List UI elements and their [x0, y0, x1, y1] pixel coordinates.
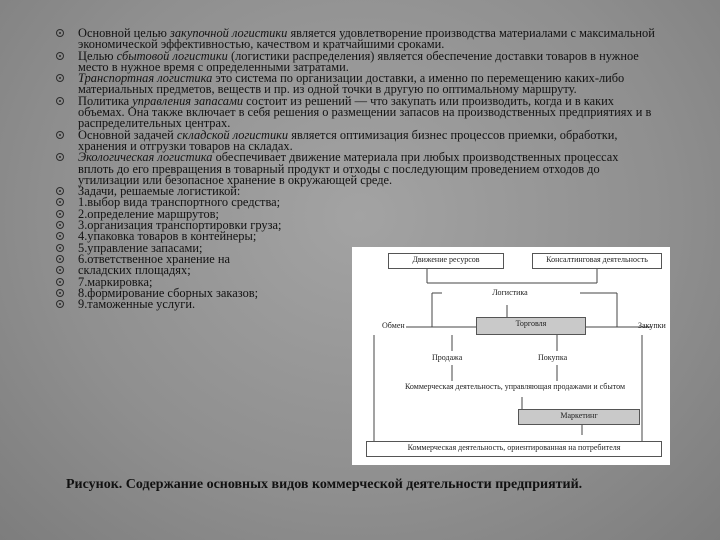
box-trade: Торговля — [476, 317, 586, 335]
bullet-marker-icon — [56, 29, 64, 37]
bullet-item — [56, 127, 656, 153]
bullet-marker-icon — [56, 198, 64, 206]
italic-term: управления запасами — [132, 93, 244, 108]
bullet-text: 4.упаковка товаров в контейнеры; — [78, 229, 257, 244]
bullet-marker-icon — [56, 300, 64, 308]
label-sale: Продажа — [432, 353, 463, 362]
bullet-text: Основной задачей — [78, 127, 177, 142]
commercial-activity-diagram — [352, 247, 670, 465]
box-consulting: Консалтинговая деятельность — [532, 253, 662, 269]
bullet-text: Политика — [78, 93, 133, 108]
bullet-marker-icon — [56, 210, 64, 218]
bullet-marker-icon — [56, 289, 64, 297]
bullet-marker-icon — [56, 153, 64, 161]
diagram-connectors — [352, 247, 670, 465]
label-exchange: Обмен — [382, 321, 405, 330]
box-commercial-consumer: Коммерческая деятельность, ориентированная на потребителя — [366, 441, 662, 457]
bullet-marker-icon — [56, 278, 64, 286]
bullet-text: является удовлетворение производства материалами с максимальной экономической эффективностью, качеством и кратчайшими сроками. — [78, 26, 655, 52]
italic-term: сбытовой логистики — [116, 48, 228, 63]
italic-term: складской логистики — [176, 127, 289, 142]
bullet-text: 7.маркировка; — [78, 274, 153, 289]
bullet-marker-icon — [56, 266, 64, 274]
italic-term: Экологическая логистика — [78, 150, 213, 165]
italic-term: Транспортная логистика — [78, 71, 213, 86]
bullet-item — [56, 28, 656, 51]
bullet-text: это система по организации доставки, а именно по перемещению каких-либо материальных предметов, веществ и пр. из одной точки в другую по оптимальному маршруту. — [78, 71, 625, 97]
bullet-marker-icon — [56, 255, 64, 263]
bullet-text: 1.выбор вида транспортного средства; — [78, 195, 281, 210]
bullet-marker-icon — [56, 244, 64, 252]
italic-term: закупочной логистики — [170, 26, 288, 40]
label-procurement: Закупки — [638, 321, 666, 330]
box-resource-movement: Движение ресурсов — [388, 253, 504, 269]
box-logistics: Логистика — [442, 287, 578, 301]
bullet-text: Задачи, решаемые логистикой: — [78, 184, 241, 199]
bullet-text: 6.ответственное хранение на — [78, 251, 230, 266]
label-purchase: Покупка — [538, 353, 568, 362]
bullet-item — [56, 73, 656, 96]
bullet-marker-icon — [56, 52, 64, 60]
bullet-item — [56, 93, 656, 131]
bullet-marker-icon — [56, 97, 64, 105]
bullet-marker-icon — [56, 131, 64, 139]
bullet-marker-icon — [56, 74, 64, 82]
bullet-item — [56, 48, 656, 74]
bullet-text: 5.управление запасами; — [78, 240, 203, 255]
bullet-text: (логистики распределения) является обеспечение доставки товаров в нужное место в нужное время с определенными затратами. — [78, 48, 639, 74]
bullet-marker-icon — [56, 187, 64, 195]
bullet-text: 2.определение маршрутов; — [78, 206, 219, 221]
bullet-text: обеспечивает движение материала при любых производственных процессах вплоть до его превращения в товарный продукт и отходы с последующим проведением отходов до утилизации или безопасное хранение в окружающей среде. — [78, 150, 619, 187]
bullet-marker-icon — [56, 221, 64, 229]
bullet-text: 8.формирование сборных заказов; — [78, 285, 259, 300]
figure-caption: Рисунок. Содержание основных видов коммерческой деятельности предприятий. — [66, 477, 583, 492]
bullet-text: Основной целью — [78, 26, 170, 40]
bullet-text: 9.таможенные услуги. — [78, 297, 196, 312]
bullet-text: 3.организация транспортировки груза; — [78, 218, 282, 233]
box-marketing: Маркетинг — [518, 409, 640, 425]
bullet-text: состоит из решений — что закупать или производить, когда и в каких объемах. Она также включает в себя решения о размещении запасов на производственных предприятиях и в распределительных центрах. — [78, 93, 652, 131]
box-commercial-sales: Коммерческая деятельность, управляющая продажами и сбытом — [390, 381, 640, 395]
bullet-text: является оптимизация бизнес процессов приемки, обработки, хранения и отгрузки товаров на складах. — [78, 127, 618, 153]
bullet-text: складских площадях; — [78, 263, 191, 278]
bullet-marker-icon — [56, 232, 64, 240]
bullet-text: Целью — [78, 48, 117, 63]
bullet-item — [56, 152, 656, 186]
